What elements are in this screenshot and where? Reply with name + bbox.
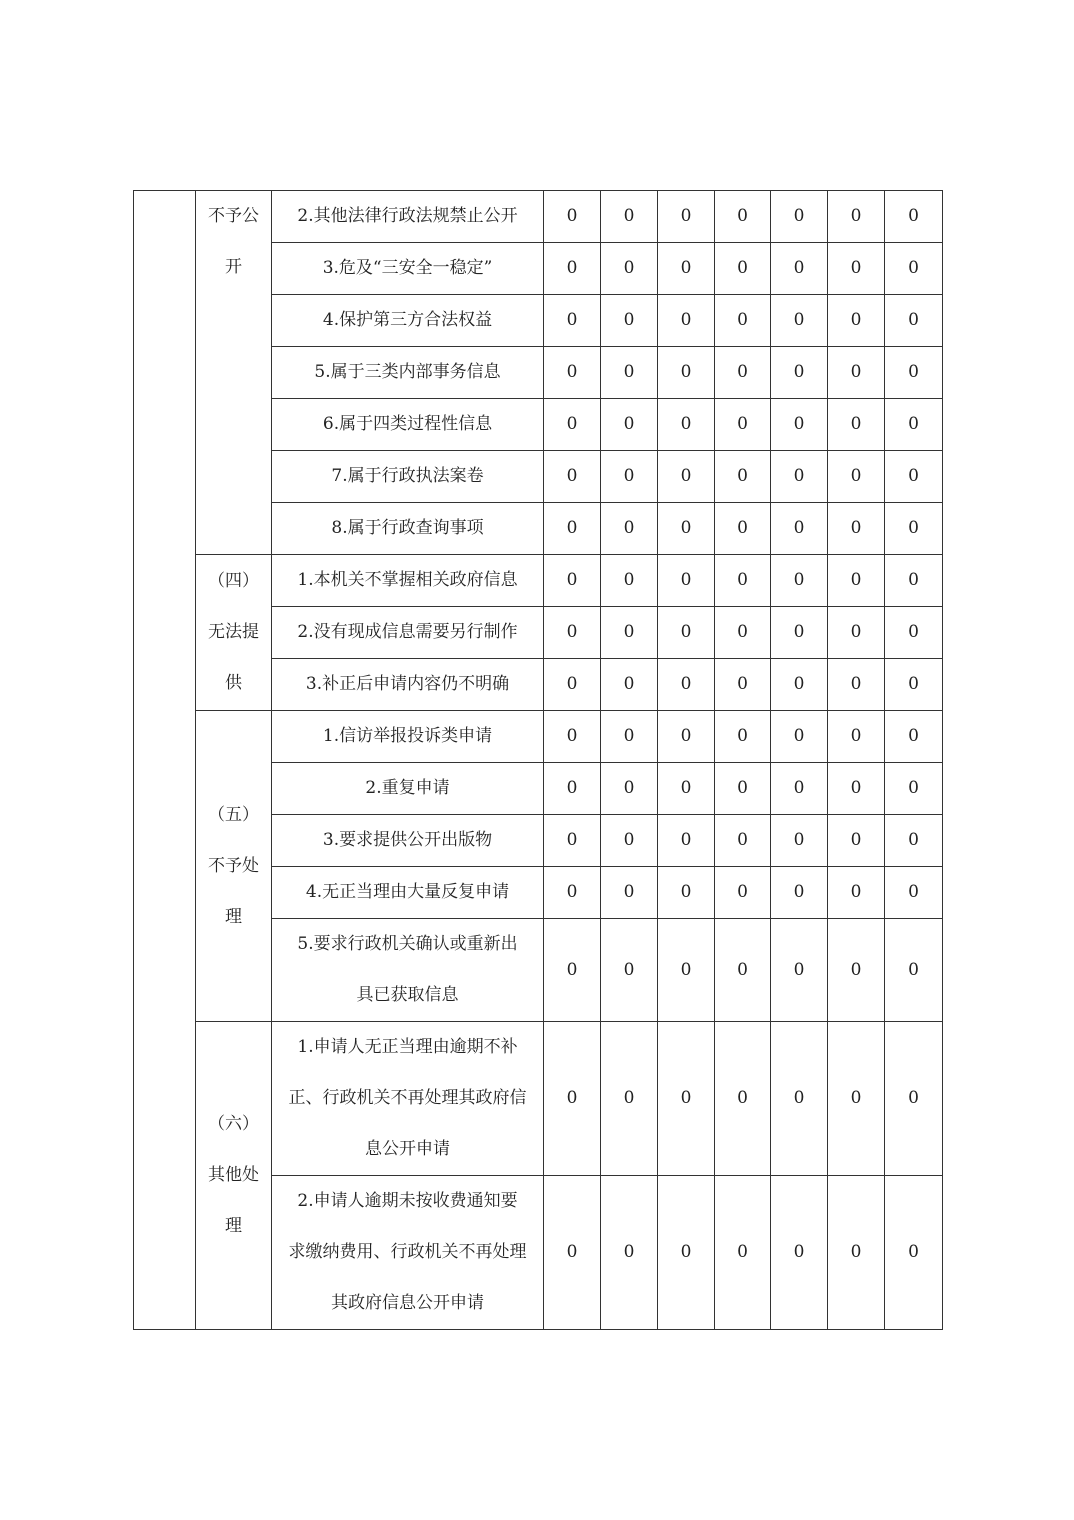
value-cell: 0: [601, 295, 658, 347]
value-cell: 0: [715, 295, 771, 347]
value-cell: 0: [771, 867, 828, 919]
value-cell: 0: [771, 815, 828, 867]
value-cell: 0: [544, 659, 601, 711]
value-cell: 0: [658, 347, 715, 399]
value-cell: 0: [544, 711, 601, 763]
value-cell: 0: [544, 815, 601, 867]
value-cell: 0: [715, 555, 771, 607]
row-label-cell: [272, 295, 544, 347]
row-label-line: 3.补正后申请内容仍不明确: [305, 674, 510, 694]
value-cell: 0: [885, 711, 943, 763]
row-label-line: 具已获取信息: [356, 985, 459, 1005]
value-cell: 0: [601, 815, 658, 867]
value-cell: 0: [601, 191, 658, 243]
value-cell: 0: [885, 763, 943, 815]
row-label-line: 正、行政机关不再处理其政府信: [288, 1088, 527, 1108]
group-label-cell: [196, 1022, 272, 1330]
value-cell: 0: [658, 191, 715, 243]
value-cell: 0: [715, 503, 771, 555]
value-cell: 0: [658, 867, 715, 919]
row-label-cell: [272, 607, 544, 659]
group-label-line: 不予处: [208, 855, 259, 876]
row-label-line: 3.危及“三安全一稳定”: [322, 258, 493, 278]
value-cell: 0: [828, 503, 885, 555]
value-cell: 0: [828, 243, 885, 295]
row-label-line: 4.保护第三方合法权益: [322, 310, 493, 330]
value-cell: 0: [885, 607, 943, 659]
table-row: [134, 1022, 943, 1176]
value-cell: 0: [658, 659, 715, 711]
group-label-cell: [196, 555, 272, 711]
row-label-cell: [272, 191, 544, 243]
value-cell: 0: [828, 1176, 885, 1330]
value-cell: 0: [658, 555, 715, 607]
value-cell: 0: [828, 295, 885, 347]
row-label-cell: [272, 347, 544, 399]
value-cell: 0: [771, 659, 828, 711]
group-label-line: （四）: [208, 571, 259, 591]
value-cell: 0: [544, 503, 601, 555]
value-cell: 0: [828, 711, 885, 763]
value-cell: 0: [828, 763, 885, 815]
row-label-line: 其政府信息公开申请: [331, 1293, 484, 1313]
group-label-line: （六）: [208, 1114, 259, 1134]
group-label-line: 理: [225, 1216, 242, 1236]
value-cell: 0: [544, 451, 601, 503]
row-label-cell: [272, 815, 544, 867]
value-cell: 0: [885, 815, 943, 867]
group-label-cell: [196, 191, 272, 555]
value-cell: 0: [544, 295, 601, 347]
row-label-cell: [272, 867, 544, 919]
value-cell: 0: [885, 451, 943, 503]
value-cell: 0: [771, 191, 828, 243]
value-cell: 0: [658, 1176, 715, 1330]
value-cell: 0: [601, 555, 658, 607]
value-cell: 0: [771, 347, 828, 399]
value-cell: 0: [715, 451, 771, 503]
value-cell: 0: [828, 399, 885, 451]
value-cell: 0: [885, 191, 943, 243]
row-label-line: 4.无正当理由大量反复申请: [305, 882, 510, 902]
value-cell: 0: [715, 659, 771, 711]
value-cell: 0: [601, 1176, 658, 1330]
value-cell: 0: [715, 607, 771, 659]
value-cell: 0: [601, 711, 658, 763]
value-cell: 0: [771, 711, 828, 763]
value-cell: 0: [601, 1022, 658, 1176]
value-cell: 0: [715, 763, 771, 815]
value-cell: 0: [544, 867, 601, 919]
value-cell: 0: [771, 399, 828, 451]
value-cell: 0: [544, 399, 601, 451]
value-cell: 0: [658, 399, 715, 451]
value-cell: 0: [715, 711, 771, 763]
row-label-line: 3.要求提供公开出版物: [322, 830, 493, 850]
value-cell: 0: [601, 451, 658, 503]
value-cell: 0: [658, 503, 715, 555]
row-label-cell: [272, 919, 544, 1022]
value-cell: 0: [715, 347, 771, 399]
row-label-line: 5.属于三类内部事务信息: [314, 362, 501, 382]
value-cell: 0: [885, 243, 943, 295]
group-label-line: 理: [225, 906, 242, 927]
value-cell: 0: [601, 659, 658, 711]
value-cell: 0: [715, 867, 771, 919]
value-cell: 0: [658, 711, 715, 763]
value-cell: 0: [885, 919, 943, 1022]
value-cell: 0: [771, 763, 828, 815]
value-cell: 0: [601, 399, 658, 451]
value-cell: 0: [828, 815, 885, 867]
row-label-line: 1.本机关不掌握相关政府信息: [297, 570, 518, 590]
value-cell: 0: [658, 919, 715, 1022]
value-cell: 0: [544, 607, 601, 659]
value-cell: 0: [601, 867, 658, 919]
row-label-line: 2.其他法律行政法规禁止公开: [297, 206, 518, 226]
group-label-line: （五）: [208, 804, 259, 825]
group-label-line: 开: [225, 257, 242, 277]
table-row: [134, 711, 943, 763]
value-cell: 0: [544, 191, 601, 243]
value-cell: 0: [885, 659, 943, 711]
value-cell: 0: [771, 555, 828, 607]
group-label-line: 供: [225, 673, 242, 693]
value-cell: 0: [658, 1022, 715, 1176]
value-cell: 0: [544, 243, 601, 295]
row-label-line: 2.重复申请: [365, 778, 450, 798]
category-cell-empty: [134, 191, 196, 1330]
row-label-cell: [272, 1176, 544, 1330]
value-cell: 0: [601, 763, 658, 815]
value-cell: 0: [771, 295, 828, 347]
value-cell: 0: [885, 295, 943, 347]
disclosure-statistics-table: [133, 190, 943, 1330]
value-cell: 0: [601, 919, 658, 1022]
value-cell: 0: [601, 347, 658, 399]
value-cell: 0: [771, 451, 828, 503]
value-cell: 0: [771, 919, 828, 1022]
value-cell: 0: [715, 1022, 771, 1176]
row-label-line: 2.申请人逾期未按收费通知要: [297, 1191, 518, 1211]
row-label-cell: [272, 503, 544, 555]
row-label-cell: [272, 659, 544, 711]
value-cell: 0: [658, 607, 715, 659]
table-row: [134, 191, 943, 243]
value-cell: 0: [885, 503, 943, 555]
row-label-line: 1.申请人无正当理由逾期不补: [297, 1037, 518, 1057]
value-cell: 0: [601, 607, 658, 659]
value-cell: 0: [828, 659, 885, 711]
value-cell: 0: [828, 347, 885, 399]
value-cell: 0: [771, 607, 828, 659]
row-label-line: 8.属于行政查询事项: [331, 518, 484, 538]
value-cell: 0: [828, 1022, 885, 1176]
value-cell: 0: [885, 1176, 943, 1330]
value-cell: 0: [658, 243, 715, 295]
row-label-cell: [272, 399, 544, 451]
value-cell: 0: [715, 815, 771, 867]
value-cell: 0: [715, 399, 771, 451]
value-cell: 0: [715, 1176, 771, 1330]
value-cell: 0: [658, 815, 715, 867]
value-cell: 0: [885, 1022, 943, 1176]
value-cell: 0: [544, 919, 601, 1022]
value-cell: 0: [601, 503, 658, 555]
value-cell: 0: [544, 1176, 601, 1330]
group-label-line: 无法提: [208, 622, 259, 642]
row-label-line: 6.属于四类过程性信息: [322, 414, 493, 434]
row-label-line: 5.要求行政机关确认或重新出: [297, 934, 518, 954]
row-label-cell: [272, 711, 544, 763]
value-cell: 0: [544, 347, 601, 399]
value-cell: 0: [828, 919, 885, 1022]
row-label-cell: [272, 451, 544, 503]
value-cell: 0: [658, 451, 715, 503]
value-cell: 0: [885, 867, 943, 919]
row-label-line: 7.属于行政执法案卷: [331, 466, 484, 486]
value-cell: 0: [544, 1022, 601, 1176]
value-cell: 0: [828, 607, 885, 659]
value-cell: 0: [715, 919, 771, 1022]
group-label-cell: [196, 711, 272, 1022]
table-row: [134, 555, 943, 607]
value-cell: 0: [715, 243, 771, 295]
row-label-line: 求缴纳费用、行政机关不再处理: [288, 1242, 527, 1262]
value-cell: 0: [828, 451, 885, 503]
value-cell: 0: [828, 867, 885, 919]
group-label-line: 不予公: [208, 206, 259, 226]
row-label-cell: [272, 243, 544, 295]
row-label-line: 1.信访举报投诉类申请: [322, 726, 493, 746]
value-cell: 0: [885, 347, 943, 399]
row-label-line: 息公开申请: [365, 1139, 450, 1159]
value-cell: 0: [544, 763, 601, 815]
value-cell: 0: [715, 191, 771, 243]
value-cell: 0: [828, 191, 885, 243]
value-cell: 0: [771, 1176, 828, 1330]
row-label-cell: [272, 763, 544, 815]
value-cell: 0: [658, 295, 715, 347]
value-cell: 0: [771, 1022, 828, 1176]
value-cell: 0: [885, 399, 943, 451]
value-cell: 0: [544, 555, 601, 607]
value-cell: 0: [771, 503, 828, 555]
value-cell: 0: [828, 555, 885, 607]
value-cell: 0: [658, 763, 715, 815]
value-cell: 0: [601, 243, 658, 295]
row-label-cell: [272, 1022, 544, 1176]
row-label-line: 2.没有现成信息需要另行制作: [297, 622, 518, 642]
row-label-cell: [272, 555, 544, 607]
value-cell: 0: [771, 243, 828, 295]
table-body: [134, 191, 943, 1330]
group-label-line: 其他处: [208, 1165, 259, 1185]
value-cell: 0: [885, 555, 943, 607]
